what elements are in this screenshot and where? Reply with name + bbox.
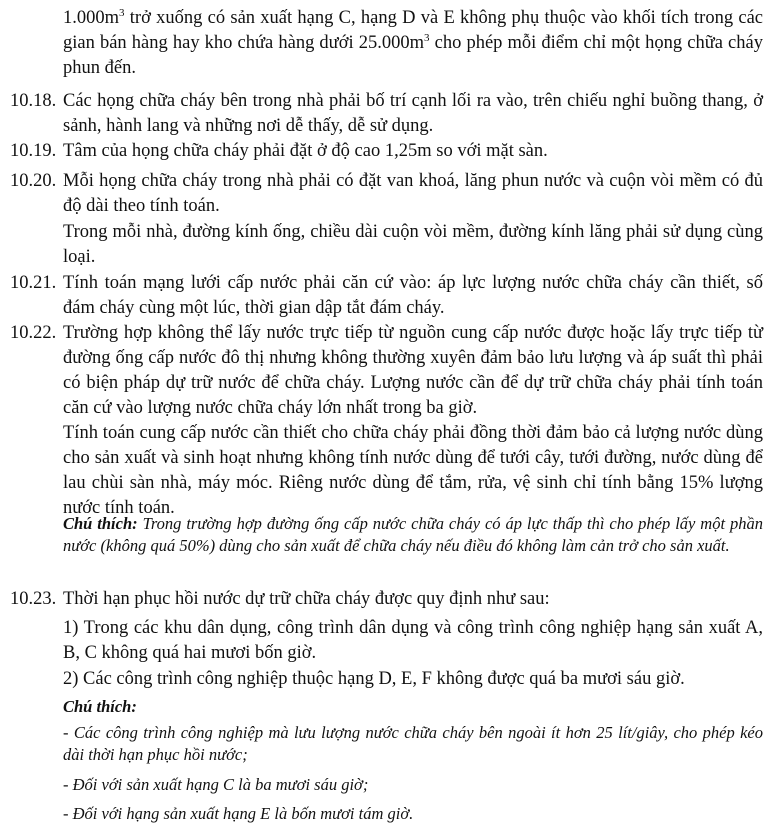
clause-text: Tính toán mạng lưới cấp nước phải căn cứ vào: áp lực lượng nước chữa cháy cần thiết, số đám cháy cùng một lúc, thời gian dập tắt đám cháy. (63, 273, 763, 318)
note-line-1: - Các công trình công nghiệp mà lưu lượng nước chữa cháy bên ngoài ít hơn 25 lít/giây, cho phép kéo dài thời hạn phục hồi nước; (63, 723, 763, 764)
clause-text: Thời hạn phục hồi nước dự trữ chữa cháy được quy định như sau: (63, 589, 550, 609)
note-line-2: - Đối với sản xuất hạng C là ba mươi sáu giờ; (63, 775, 369, 794)
list-item-2: 2) Các công trình công nghiệp thuộc hạng D, E, F không được quá ba mươi sáu giờ. (63, 669, 685, 689)
clause-10-18 (10, 89, 763, 139)
clause-text: Mỗi họng chữa cháy trong nhà phải có đặt van khoá, lăng phun nước và cuộn vòi mềm có đủ độ dài theo tính toán. (63, 171, 763, 216)
intro-text-2: trở xuống có sản xuất hạng C, hạng D và E không phụ thuộc vào khối tích trong các gian bán hàng hay kho chứa hàng dưới 25.000m (63, 8, 763, 53)
clause-text: Tâm của họng chữa cháy phải đặt ở độ cao 1,25m so với mặt sàn. (63, 141, 548, 161)
clause-number: 10.20. (10, 171, 57, 191)
clause-10-21 (10, 271, 763, 321)
intro-text-3: cho phép mỗi điểm chỉ một họng chữa cháy phun đến. (63, 33, 763, 78)
clause-10-22-paragraph: Tính toán cung cấp nước cần thiết cho chữa cháy phải đồng thời đảm bảo cả lượng nước dùng cho sản xuất và sinh hoạt nhưng không tính nước dùng để tưới cây, tưới đường, nước dùng để lau chùi sàn nhà, máy móc. Riêng nước dùng để tắm, rửa, vệ sinh chỉ tính bằng 15% lượng nước tính toán. (63, 423, 763, 518)
clause-10-20-paragraph: Trong mỗi nhà, đường kính ống, chiều dài cuộn vòi mềm, đường kính lăng phải sử dụng cùng loại. (63, 222, 763, 267)
superscript: 3 (119, 7, 125, 19)
note-text: Trong trường hợp đường ống cấp nước chữa cháy có áp lực thấp thì cho phép lấy một phần nước (không quá 50%) dùng cho sản xuất để chữa cháy nếu điều đó không làm cản trở cho sản xuất. (63, 514, 763, 555)
intro-text-1: 1.000m (63, 8, 120, 28)
clause-number: 10.22. (10, 323, 57, 343)
note-label: Chú thích: (63, 514, 138, 533)
clause-10-20 (10, 169, 763, 219)
clause-number: 10.19. (10, 141, 57, 161)
note-line-3: - Đối với hạng sản xuất hạng E là bốn mươi tám giờ. (63, 804, 414, 823)
note-10-22 (63, 513, 763, 557)
clause-10-19 (10, 139, 763, 164)
note-10-23-label (63, 696, 763, 718)
clause-10-23 (10, 587, 763, 612)
list-item-1: 1) Trong các khu dân dụng, công trình dân dụng và công trình công nghiệp hạng sản xuất A, B, C không quá hai mươi bốn giờ. (63, 618, 763, 663)
clause-number: 10.23. (10, 589, 57, 609)
clause-text: Trường hợp không thể lấy nước trực tiếp từ nguồn cung cấp nước được hoặc lấy trực tiếp từ đường ống cấp nước đô thị nhưng không thường xuyên đảm bảo lưu lượng và áp suất thì phải có biện pháp dự trữ nước để chữa cháy. Lượng nước cần để dự trữ chữa cháy phải tính toán căn cứ vào lượng nước chữa cháy lớn nhất trong ba giờ. (63, 323, 763, 418)
superscript: 3 (424, 32, 430, 44)
clause-text: Các họng chữa cháy bên trong nhà phải bố trí cạnh lối ra vào, trên chiếu nghỉ buồng thang, ở sảnh, hành lang và những nơi dễ thấy, dễ sử dụng. (63, 91, 763, 136)
clause-number: 10.18. (10, 91, 57, 111)
note-label: Chú thích: (63, 697, 137, 716)
intro-paragraph (63, 6, 763, 81)
clause-number: 10.21. (10, 273, 57, 293)
clause-10-22 (10, 321, 763, 421)
